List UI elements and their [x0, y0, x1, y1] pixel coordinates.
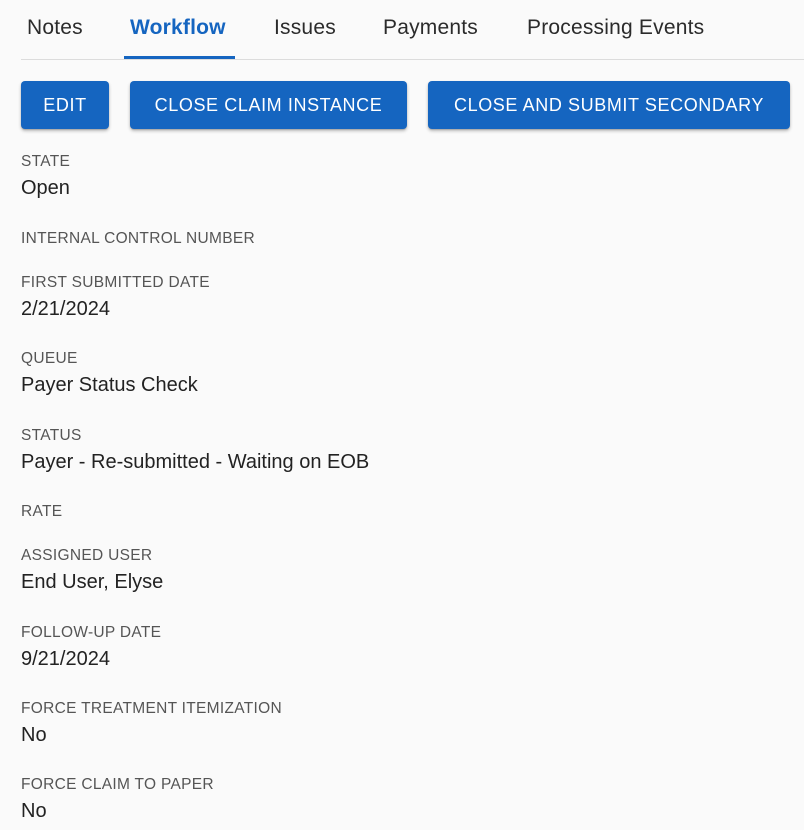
queue-label: QUEUE: [21, 350, 78, 367]
follow-up-date-label: FOLLOW-UP DATE: [21, 624, 162, 641]
tab-notes[interactable]: Notes: [27, 16, 83, 39]
tab-workflow[interactable]: Workflow: [130, 16, 226, 39]
queue-value: Payer Status Check: [21, 374, 198, 396]
tab-bar: [0, 0, 804, 60]
force-treatment-itemization-value: No: [21, 724, 47, 746]
tab-divider: [21, 59, 804, 60]
tab-processing-events[interactable]: Processing Events: [527, 16, 705, 39]
assigned-user-value: End User, Elyse: [21, 571, 164, 593]
edit-button[interactable]: EDIT: [21, 81, 109, 129]
follow-up-date-value: 9/21/2024: [21, 648, 110, 670]
status-value: Payer - Re-submitted - Waiting on EOB: [21, 451, 370, 473]
internal-control-number-label: INTERNAL CONTROL NUMBER: [21, 230, 255, 247]
tab-payments[interactable]: Payments: [383, 16, 478, 39]
rate-label: RATE: [21, 503, 63, 520]
state-label: STATE: [21, 153, 71, 170]
first-submitted-date-label: FIRST SUBMITTED DATE: [21, 274, 210, 291]
close-claim-instance-button[interactable]: CLOSE CLAIM INSTANCE: [130, 81, 407, 129]
assigned-user-label: ASSIGNED USER: [21, 547, 153, 564]
first-submitted-date-value: 2/21/2024: [21, 298, 110, 320]
force-claim-to-paper-value: No: [21, 800, 47, 822]
force-treatment-itemization-label: FORCE TREATMENT ITEMIZATION: [21, 700, 282, 717]
state-value: Open: [21, 177, 70, 199]
close-and-submit-secondary-button[interactable]: CLOSE AND SUBMIT SECONDARY: [428, 81, 790, 129]
status-label: STATUS: [21, 427, 82, 444]
force-claim-to-paper-label: FORCE CLAIM TO PAPER: [21, 776, 214, 793]
tab-issues[interactable]: Issues: [274, 16, 336, 39]
